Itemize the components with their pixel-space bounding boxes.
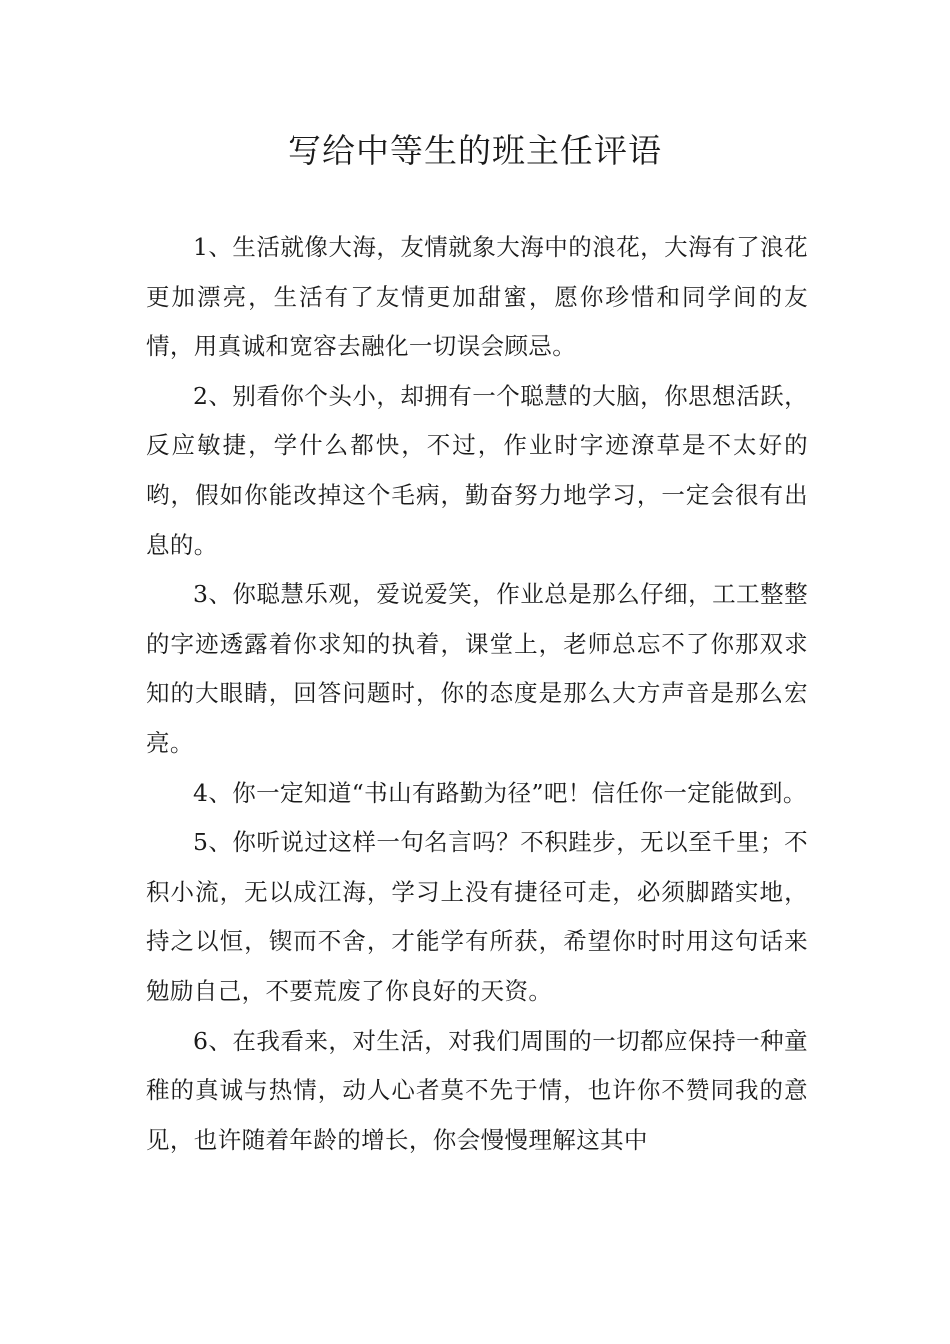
document-title: 写给中等生的班主任评语 (288, 131, 662, 170)
document-body (146, 223, 808, 1165)
comment-paragraph-3: 3、你聪慧乐观，爱说爱笑，作业总是那么仔细，工工整整的字迹透露着你求知的执着，课堂上，老师总忘不了你那双求知的大眼睛，回答问题时，你的态度是那么大方声音是那么宏亮。 (146, 580, 808, 757)
comment-paragraph-5: 5、你听说过这样一句名言吗？不积跬步，无以至千里；不积小流，无以成江海，学习上没有捷径可走，必须脚踏实地，持之以恒，锲而不舍，才能学有所获，希望你时时用这句话来勉励自己，不要荒废了你良好的天资。 (146, 828, 808, 1005)
comment-paragraph-4: 4、你一定知道“书山有路勤为径”吧！信任你一定能做到。 (193, 778, 807, 807)
comment-paragraph-6: 6、在我看来，对生活，对我们周围的一切都应保持一种童稚的真诚与热情，动人心者莫不先于情，也许你不赞同我的意见，也许随着年龄的增长，你会慢慢理解这其中 (146, 1026, 808, 1154)
comment-paragraph-1: 1、生活就像大海，友情就象大海中的浪花，大海有了浪花更加漂亮，生活有了友情更加甜蜜，愿你珍惜和同学间的友情，用真诚和宽容去融化一切误会顾忌。 (146, 233, 808, 361)
comment-paragraph-2: 2、别看你个头小，却拥有一个聪慧的大脑，你思想活跃，反应敏捷，学什么都快，不过，作业时字迹潦草是不太好的哟，假如你能改掉这个毛病，勤奋努力地学习，一定会很有出息的。 (146, 381, 808, 559)
